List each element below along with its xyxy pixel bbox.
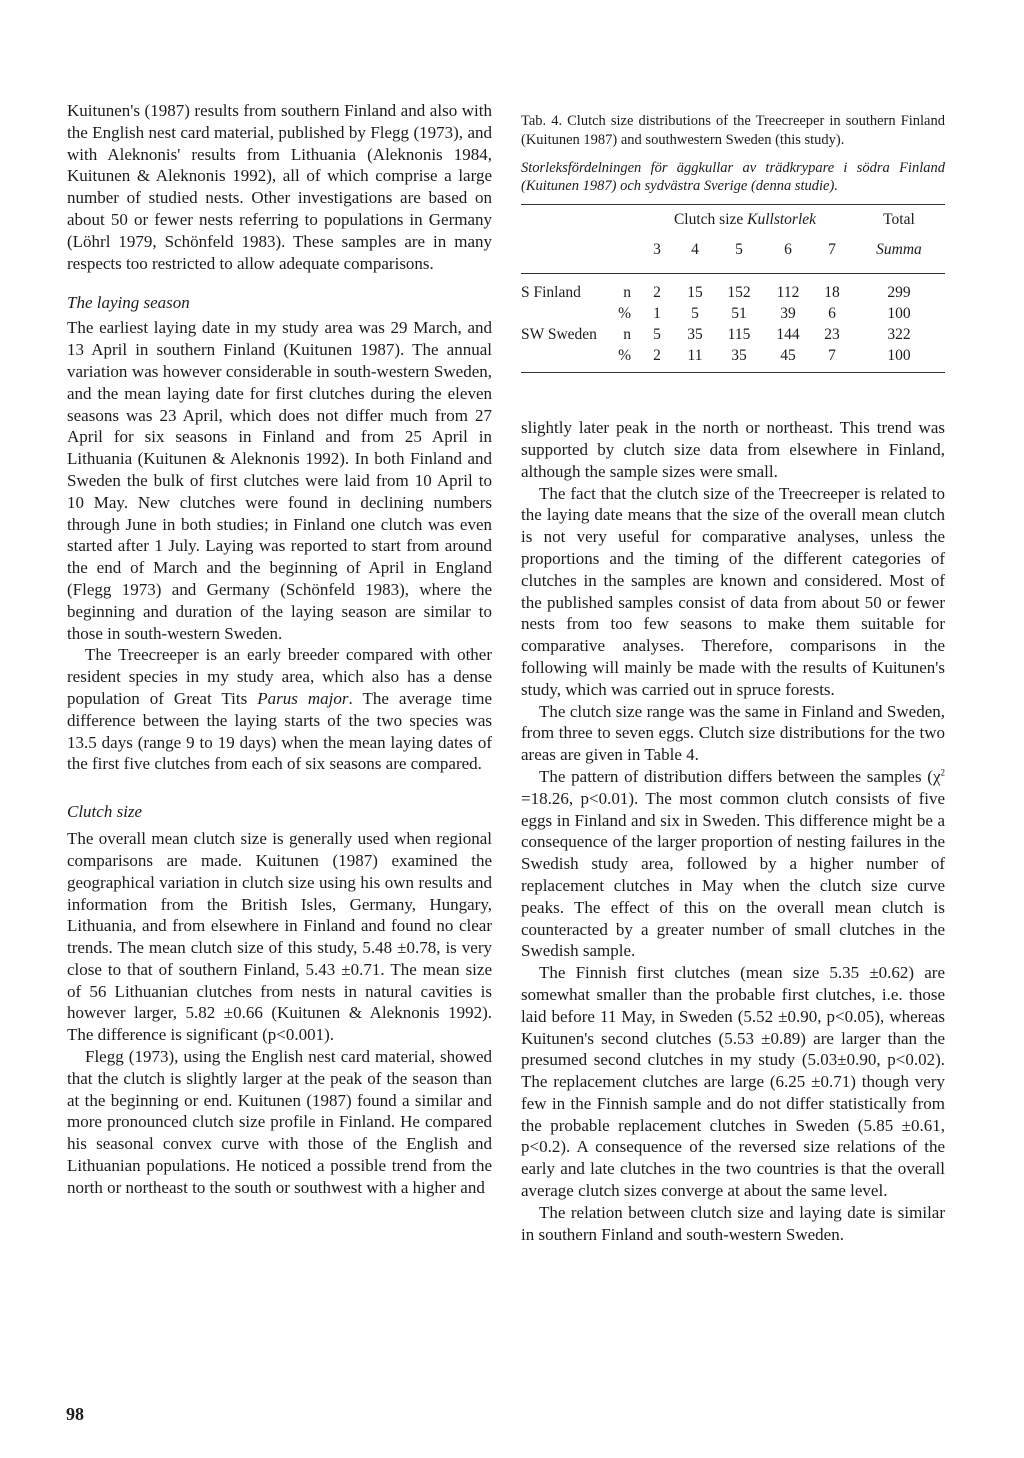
row-area: SW Sweden (521, 325, 597, 343)
page-number: 98 (66, 1404, 84, 1424)
cell: 35 (687, 325, 703, 343)
table-row (521, 324, 945, 345)
cell: 6 (828, 304, 836, 322)
table-row (521, 282, 945, 303)
left-column (67, 100, 492, 1199)
total-header-swedish: Summa (876, 241, 922, 259)
species-name: Parus major (257, 688, 349, 708)
cell: 18 (824, 283, 840, 301)
paragraph: The overall mean clutch size is generally used when regional comparisons are made. Kuitunen (1987) examined the geographical variation in clutch size using his own results and information from the British Isles, Germany, Hungary, Lithuania, and from elsewhere in Finland and found no clear trends. The mean clutch size of this study, 5.48 ±0.78, is very close to that of southern Finland, 5.43 ±0.71. The mean size of 56 Lithuanian clutches from nests in natural cavities is however larger, 5.82 ±0.66 (Kuitunen & Aleknonis 1992). The difference is significant (p<0.001). (67, 829, 492, 1045)
column-header: 7 (828, 241, 836, 259)
cell: 35 (731, 346, 747, 364)
paragraph: The clutch size range was the same in Finland and Sweden, from three to seven eggs. Clutch size distributions for the two areas are given in Table 4. (521, 701, 945, 765)
table-caption (521, 112, 945, 196)
cell-total: 100 (887, 304, 911, 322)
total-header: Total (883, 211, 915, 229)
column-header: 5 (735, 241, 743, 259)
cell: 144 (776, 325, 800, 343)
cell: 5 (691, 304, 699, 322)
paragraph: The Finnish first clutches (mean size 5.35 ±0.62) are somewhat smaller than the probable first clutches, i.e. those laid before 11 May, in Sweden (5.52 ±0.90, p<0.05), whereas Kuitunen's second clutches (5.53 ±0.89) are larger than the presumed second clutches in my study (5.03±0.90, p<0.02). The replacement clutches are large (6.25 ±0.71) though very few in the Finnish sample and do not differ statistically from the probable replacement clutches in Sweden (5.85 ±0.61, p<0.2). A consequence of the reversed size relations of the early and late clutches in the two countries is that the overall average clutch sizes converge at about the same level. (521, 963, 945, 1201)
cell: 112 (776, 283, 800, 301)
cell: 51 (731, 304, 747, 322)
caption-swedish: Storleksfördelningen för äggkullar av trädkrypare i södra Finland (Kuitunen 1987) och sydvästra Sverige (denna studie). (521, 159, 945, 195)
paragraph: The relation between clutch size and laying date is similar in southern Finland and south-western Sweden. (521, 1202, 945, 1244)
cell: 152 (727, 283, 751, 301)
row-stat: n (623, 325, 631, 343)
cell: 2 (653, 283, 661, 301)
cell: 23 (824, 325, 840, 343)
cell-total: 100 (887, 346, 911, 364)
cell-total: 299 (887, 283, 911, 301)
column-header: 4 (691, 241, 699, 259)
cell: 45 (780, 346, 796, 364)
paragraph: The fact that the clutch size of the Treecreeper is related to the laying date means that the size of the overall mean clutch is not very useful for comparative analyses, unless the proportions and the timing of the different categories of clutches in the samples are known and considered. Most of the published samples consist of data from about 50 or fewer nests from too few seasons to make them suitable for comparative analyses. Therefore, comparisons in the following will mainly be made with the results of Kuitunen's study, which was carried out in spruce forests. (521, 483, 945, 699)
table-row (521, 303, 945, 324)
row-area: S Finland (521, 283, 581, 301)
cell: 1 (653, 304, 661, 322)
paragraph: The earliest laying date in my study area was 29 March, and 13 April in southern Finland (Kuitunen 1987). The annual variation was however considerable in south-western Sweden, and the mean laying date for first clutches during the eleven seasons was 23 April, which does not differ much from 27 April for six seasons in Finland and from 25 April in Lithuania (Kuitunen & Aleknonis 1992). In both Finland and Sweden the bulk of first clutches were laid from 10 April to 10 May. New clutches were found in declining numbers through June in both studies; in Finland one clutch was even started after 1 July. Laying was reported to start from around the end of March and the beginning of April in England (Flegg 1973) and Germany (Schönfeld 1983), where the beginning and duration of the laying season are similar to those in south-western Sweden. (67, 318, 492, 643)
column-header: 6 (784, 241, 792, 259)
caption-english: Tab. 4. Clutch size distributions of the Treecreeper in southern Finland (Kuitunen 1987) and southwestern Sweden (this study). (521, 113, 945, 148)
column-group-header: Clutch size Kullstorlek (673, 211, 817, 229)
right-column (521, 100, 945, 1245)
paragraph: The pattern of distribution differs between the samples ($\chi^2 =18.26$, p<0.01). The most common clutch consists of five eggs in Finland and six in Sweden. This difference might be a consequence of the larger proportion of nesting failures in the Swedish study area, followed by a higher number of replacement clutches in May when the clutch size curve peaks. The effect of this on the overall mean clutch is counteracted by a greater number of small clutches in the Swedish sample. (521, 766, 945, 961)
row-stat: n (623, 283, 631, 301)
paragraph: Flegg (1973), using the English nest card material, showed that the clutch is slightly larger at the peak of the season than at the beginning or end. Kuitunen (1987) found a similar and more pronounced clutch size profile in Finland. He compared his seasonal convex curve with those of the English and Lithuanian populations. He noticed a possible trend from the north or northeast to the south or southwest with a higher and (67, 1047, 492, 1197)
cell: 15 (687, 283, 703, 301)
section-heading-laying-season: The laying season (67, 293, 190, 313)
row-stat: % (618, 346, 631, 364)
row-stat: % (618, 304, 631, 322)
cell: 39 (780, 304, 796, 322)
table-row (521, 345, 945, 366)
paragraph: slightly later peak in the north or northeast. This trend was supported by clutch size data from elsewhere in Finland, although the sample sizes were small. (521, 418, 945, 481)
paragraph: The Treecreeper is an early breeder compared with other resident species in my study area, which also has a dense population of Great Tits Parus major. The average time difference between the laying starts of the two species was 13.5 days (range 9 to 19 days) when the mean laying dates of the first five clutches from each of six seasons are compared. (67, 645, 493, 774)
cell: 115 (727, 325, 751, 343)
row-area (521, 345, 597, 366)
row-area (521, 303, 597, 324)
data-table (521, 204, 945, 373)
column-header: 3 (653, 241, 661, 259)
paragraph: Kuitunen's (1987) results from southern Finland and also with the English nest card material, published by Flegg (1973), and with Aleknonis' results from Lithuania (Aleknonis 1984, Kuitunen & Aleknonis 1992), all of which comprise a large number of studied nests. Other investigations are based on about 50 or fewer nests referring to populations in Germany (Löhrl 1979, Schönfeld 1983). These samples are in many respects too restricted to allow adequate comparisons. (67, 101, 492, 273)
cell-total: 322 (887, 325, 911, 343)
clutch-size-table (521, 205, 945, 373)
cell: 5 (653, 325, 661, 343)
cell: 7 (828, 346, 836, 364)
cell: 11 (687, 346, 703, 364)
section-heading-clutch-size: Clutch size (67, 802, 143, 822)
cell: 2 (653, 346, 661, 364)
